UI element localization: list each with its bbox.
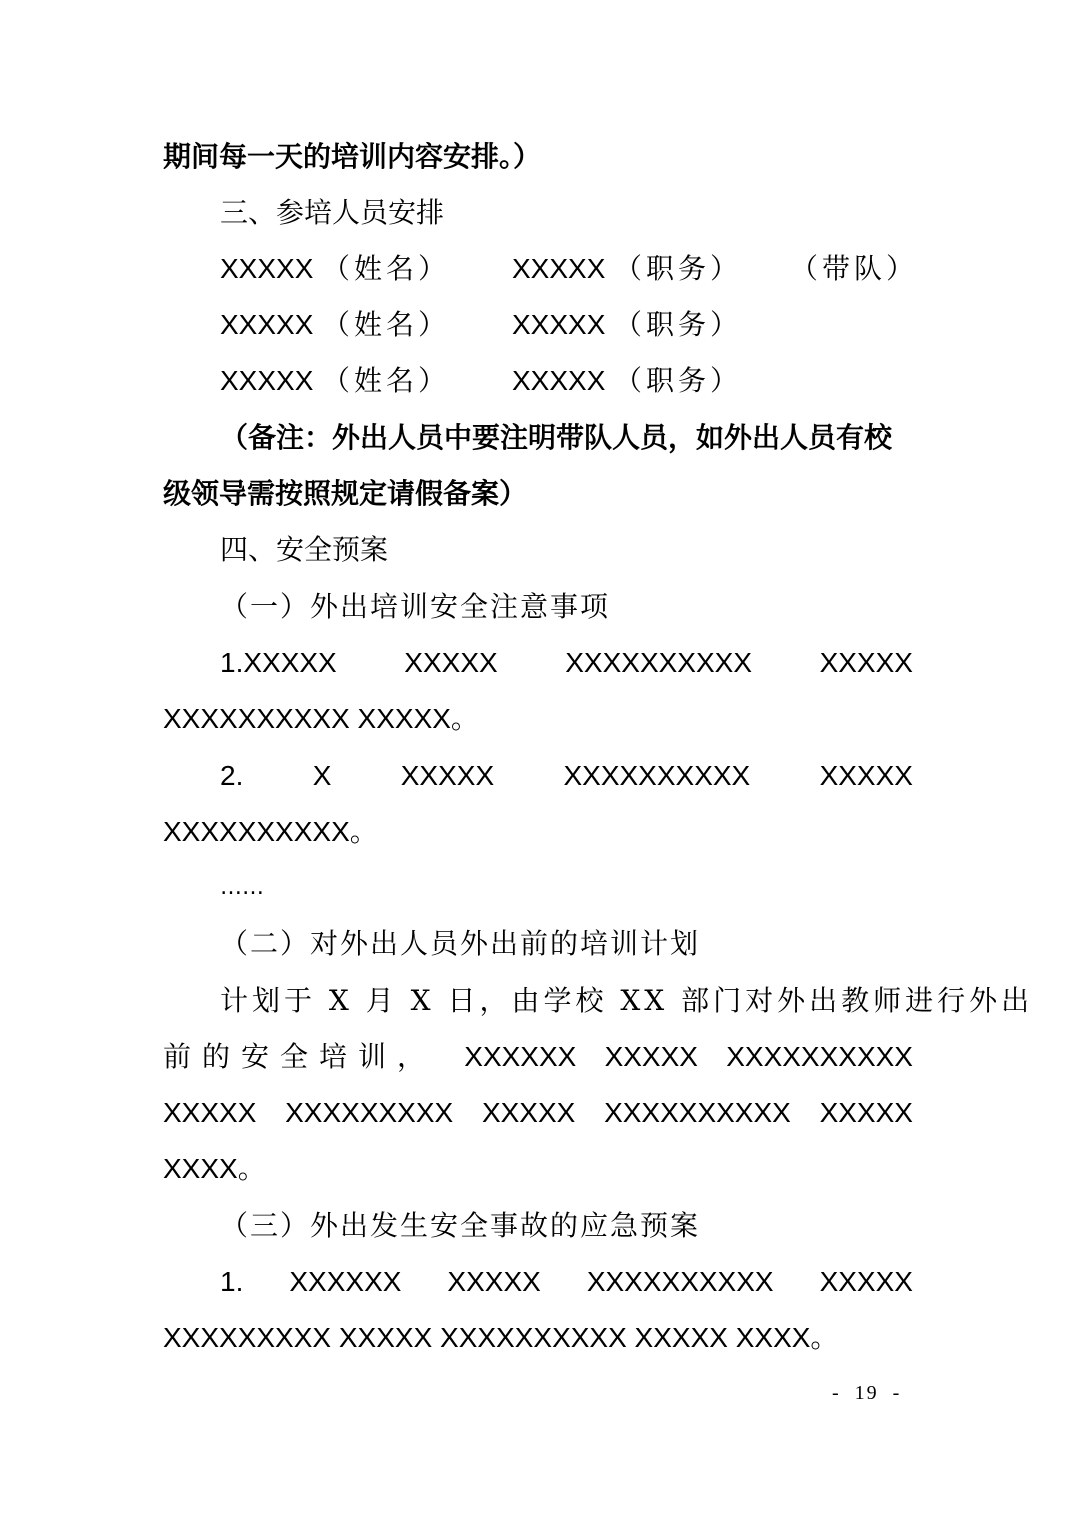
- roster-name: XXXXX: [220, 309, 314, 340]
- item-3-token: 1.: [220, 1266, 244, 1297]
- plan-token: XXXXXXXXX: [285, 1097, 454, 1128]
- plan-line: XXXX。: [163, 1153, 266, 1184]
- note-line: （备注：外出人员中要注明带队人员，如外出人员有校: [220, 421, 893, 454]
- item-3-line: [220, 1262, 913, 1302]
- plan-token: XXXXXXXXXX: [604, 1097, 791, 1128]
- note-line: 级领导需按照规定请假备案）: [163, 477, 528, 510]
- item-3-token: XXXXX: [819, 1266, 913, 1297]
- roster-title: XXXXX: [512, 253, 606, 284]
- roster-role: （带队）: [790, 252, 919, 285]
- plan-token: XXXXX: [819, 1097, 913, 1128]
- roster-name-label: （姓名）: [322, 308, 451, 341]
- item-2-token: XXXXX: [400, 760, 495, 791]
- plan-text: 前的安全培训，: [163, 1040, 437, 1073]
- item-2-token: XXXXXXXXXX: [563, 760, 751, 791]
- roster-name: XXXXX: [220, 253, 314, 284]
- roster-title: XXXXX: [512, 365, 606, 396]
- plan-token: XXXXX: [481, 1097, 576, 1128]
- plan-token: XXXXXX: [464, 1041, 577, 1072]
- roster-title-label: （职务）: [614, 364, 743, 397]
- page-number: - 19 -: [832, 1382, 902, 1404]
- plan-line: 计划于 X 月 X 日，由学校 XX 部门对外出教师进行外出: [220, 984, 1034, 1017]
- item-2-line: [220, 756, 913, 796]
- item-1-line: XXXXXXXXXX XXXXX。: [163, 703, 479, 734]
- roster-name-label: （姓名）: [322, 364, 451, 397]
- roster-title-label: （职务）: [614, 252, 743, 285]
- item-2-token: XXXXX: [819, 760, 913, 791]
- plan-token: XXXXX: [604, 1041, 698, 1072]
- item-2-line: XXXXXXXXXX。: [163, 816, 378, 847]
- item-1-token: XXXXXXXXXX: [565, 647, 753, 678]
- subsection-heading-3: （三）外出发生安全事故的应急预案: [220, 1209, 701, 1242]
- item-2-token: 2.: [220, 760, 244, 791]
- section-heading-4: 四、安全预案: [220, 533, 389, 566]
- item-2-token: X: [312, 760, 332, 791]
- item-3-token: XXXXXXXXXX: [586, 1266, 774, 1297]
- item-3-token: XXXXXX: [289, 1266, 402, 1297]
- roster-name: XXXXX: [220, 365, 314, 396]
- item-3-line: XXXXXXXXX XXXXX XXXXXXXXXX XXXXX XXXX。: [163, 1322, 839, 1353]
- paragraph-continuation: 期间每一天的培训内容安排。）: [163, 140, 542, 173]
- roster-title: XXXXX: [512, 309, 606, 340]
- plan-token: XXXXXXXXXX: [726, 1041, 913, 1072]
- roster-name-label: （姓名）: [322, 252, 451, 285]
- plan-line: [163, 1093, 913, 1133]
- item-1-line: [220, 643, 913, 683]
- item-1-token: XXXXX: [819, 647, 913, 678]
- roster-title-label: （职务）: [614, 308, 743, 341]
- plan-line: [163, 1037, 913, 1077]
- plan-token: XXXXX: [163, 1097, 257, 1128]
- section-heading-3: 三、参培人员安排: [220, 196, 445, 229]
- ellipsis: ……: [220, 875, 264, 900]
- item-1-token: XXXXX: [404, 647, 498, 678]
- item-3-token: XXXXX: [447, 1266, 541, 1297]
- item-1-token: 1.XXXXX: [220, 647, 337, 678]
- subsection-heading-2: （二）对外出人员外出前的培训计划: [220, 927, 701, 960]
- subsection-heading-1: （一）外出培训安全注意事项: [220, 590, 611, 623]
